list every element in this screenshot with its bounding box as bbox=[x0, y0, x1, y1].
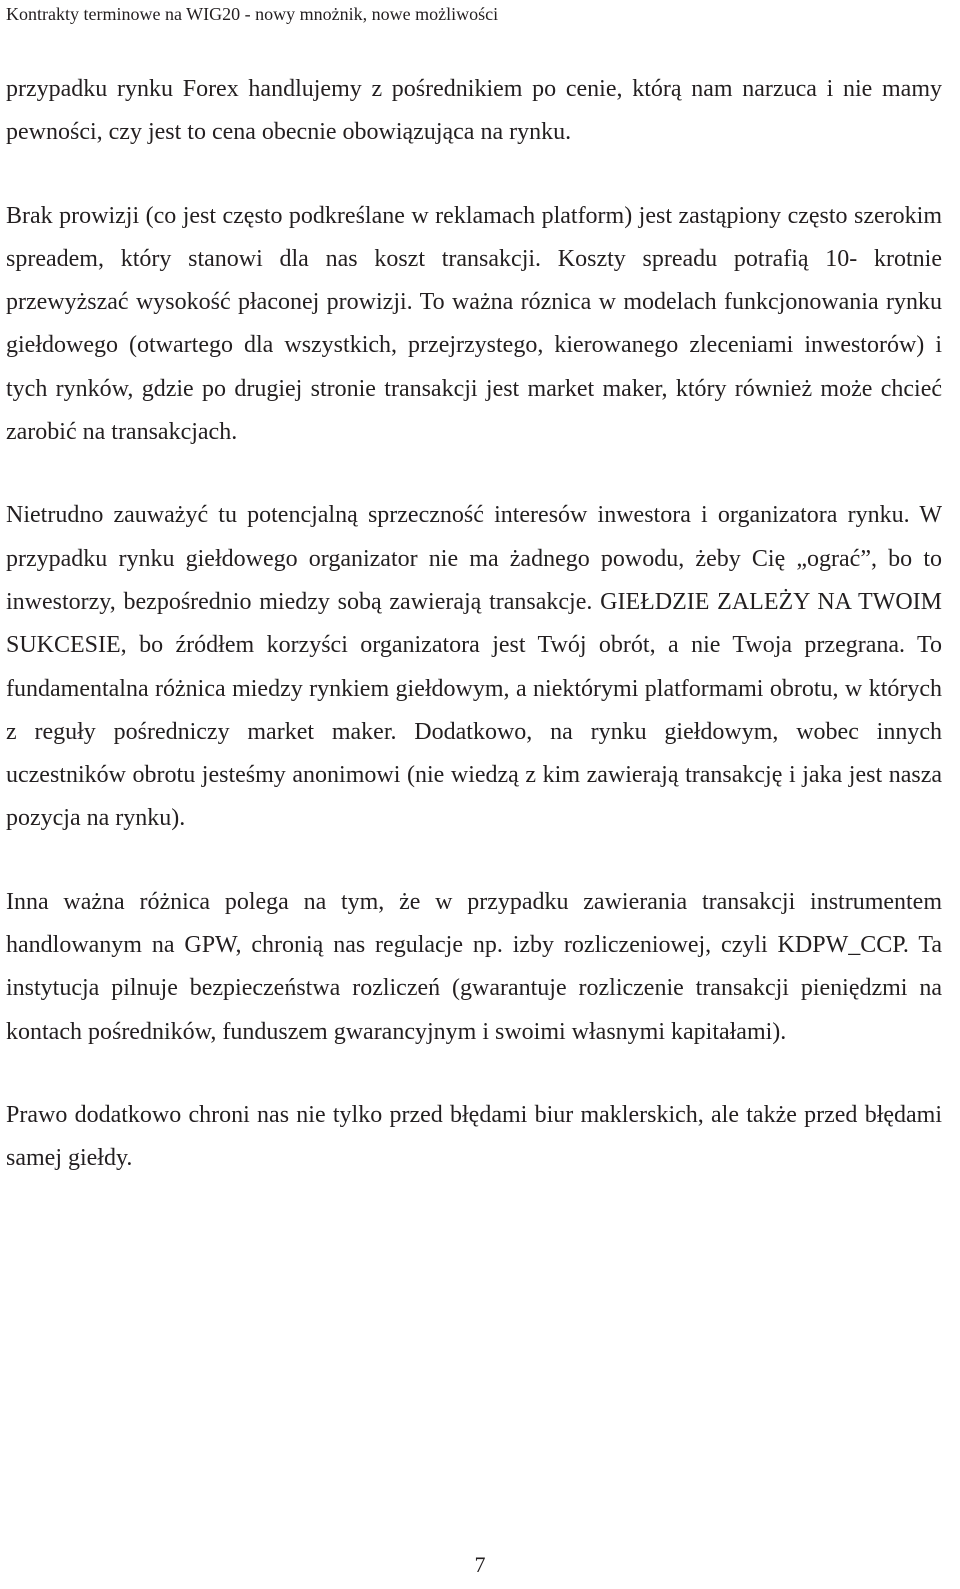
paragraph-clearing-house: Inna ważna różnica polega na tym, że w przypadku zawierania transakcji instrumentem handlowanym na GPW, chronią nas regulacje np. izby rozliczeniowej, czyli KDPW_CCP. Ta instytucja pilnuje bezpieczeństwa rozliczeń (gwarantuje rozliczenie transakcji pieniędzmi na kontach pośredników, funduszem gwarancyjnym i swoimi własnymi kapitałami). bbox=[6, 888, 942, 1045]
paragraph-conflict-of-interest: Nietrudno zauważyć tu potencjalną sprzeczność interesów inwestora i organizatora rynku. W przypadku rynku giełdowego organizator nie ma żadnego powodu, żeby Cię „ograć”, bo to inwestorzy, bezpośrednio miedzy sobą zawierają transakcje. GIEŁDZIE ZALEŻY NA TWOIM SUKCESIE, bo źródłem korzyści organizatora jest Twój obrót, a nie Twoja przegrana. To fundamentalna różnica miedzy rynkiem giełdowym, a niektórymi platformami obrotu, w których z reguły pośredniczy market maker. Dodatkowo, na rynku giełdowym, wobec innych uczestników obrotu jesteśmy anonimowi (nie wiedzą z kim zawierają transakcję i jaka jest nasza pozycja na rynku). bbox=[6, 502, 942, 832]
document-body bbox=[6, 68, 942, 1221]
paragraph-spread: Brak prowizji (co jest często podkreślane w reklamach platform) jest zastąpiony często szerokim spreadem, który stanowi dla nas koszt transakcji. Koszty spreadu potrafią 10- krotnie przewyższać wysokość płaconej prowizji. To ważna róznica w modelach funkcjonowania rynku giełdowego (otwartego dla wszystkich, przejrzystego, kierowanego zleceniami inwestorów) i tych rynków, gdzie po drugiej stronie transakcji jest market maker, który również może chcieć zarobić na transakcjach. bbox=[6, 202, 942, 446]
paragraph-forex: przypadku rynku Forex handlujemy z pośrednikiem po cenie, którą nam narzuca i nie mamy pewności, czy jest to cena obecnie obowiązująca na rynku. bbox=[6, 76, 942, 146]
running-header: Kontrakty terminowe na WIG20 - nowy mnożnik, nowe możliwości bbox=[6, 4, 499, 24]
paragraph-law-protection: Prawo dodatkowo chroni nas nie tylko przed błędami biur maklerskich, ale także przed błędami samej giełdy. bbox=[6, 1101, 942, 1172]
page-number: 7 bbox=[474, 1552, 486, 1577]
